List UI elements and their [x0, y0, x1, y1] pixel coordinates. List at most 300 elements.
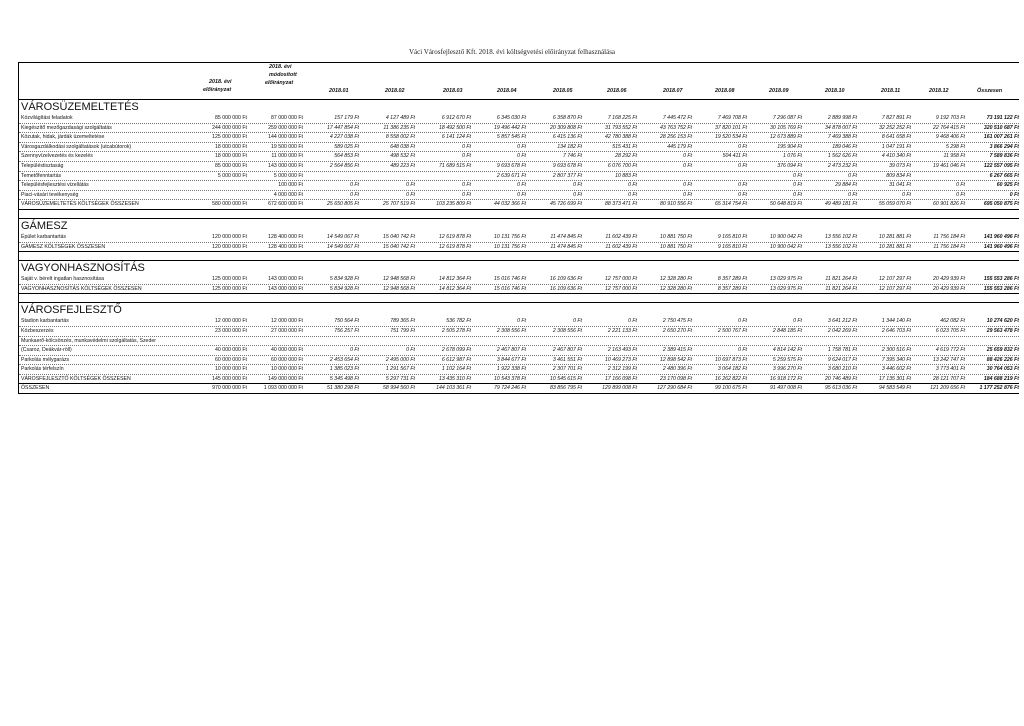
month-cell: 50 648 819 Ft [769, 201, 802, 208]
month-cell: 7 168 225 Ft [607, 115, 637, 121]
month-cell: 14 812 364 Ft [438, 285, 471, 292]
month-cell: 4 127 489 Ft [385, 115, 415, 121]
col-header-month: 2018.09 [769, 88, 789, 94]
row-label: Parkolás mélygarázs [21, 356, 70, 363]
month-cell: 11 756 184 Ft [933, 243, 965, 250]
month-cell: 20 429 939 Ft [932, 276, 965, 283]
month-cell: 20 429 939 Ft [932, 285, 965, 292]
total-cell: 3 866 294 Ft [989, 143, 1019, 150]
month-cell: 31 041 Ft [889, 182, 911, 189]
row-label: VAGYONHASZNOSÍTÁS KÖLTSÉGEK ÖSSZESEN [21, 285, 142, 292]
month-cell: 1 076 Ft [782, 153, 802, 160]
month-cell: 0 Ft [350, 191, 359, 198]
month-cell: 94 583 549 Ft [878, 385, 911, 392]
month-cell: 0 Ft [350, 347, 359, 354]
modified-budget-cell: 259 000 000 Ft [268, 124, 303, 131]
month-cell: 0 Ft [683, 153, 692, 160]
month-cell: 1 344 140 Ft [881, 318, 911, 325]
month-cell: 0 Ft [793, 318, 802, 325]
col-header-base: 2018. évi [209, 79, 232, 85]
month-cell: 2 042 269 Ft [827, 327, 857, 334]
month-cell: 88 373 471 Ft [604, 201, 637, 208]
month-cell: 28 292 Ft [615, 153, 637, 160]
month-cell: 13 242 747 Ft [932, 356, 965, 363]
month-cell: 42 780 388 Ft [604, 134, 637, 141]
month-cell: 11 386 235 Ft [383, 124, 415, 131]
month-cell: 2 889 998 Ft [827, 115, 857, 121]
row-label: Közbeszerzés [21, 327, 54, 334]
total-cell: 29 563 478 Ft [986, 327, 1019, 334]
table-row [19, 124, 1019, 134]
row-label: Piaci-vásári tevékenység [21, 191, 79, 198]
total-row [19, 200, 1019, 210]
base-budget-cell: 18 000 000 Ft [214, 153, 247, 160]
month-cell: 0 Ft [573, 191, 582, 198]
row-label: Temetőfenntartás [21, 172, 62, 179]
month-cell: 2 750 475 Ft [662, 318, 692, 325]
month-cell: 23 170 098 Ft [659, 375, 692, 382]
month-cell: 376 094 Ft [777, 162, 802, 169]
month-cell: 10 131 756 Ft [493, 243, 526, 250]
month-cell: 1 758 781 Ft [827, 347, 857, 354]
month-cell: 55 059 070 Ft [878, 201, 911, 208]
row-label: Épület karbantartás [21, 233, 66, 240]
month-cell: 809 834 Ft [886, 172, 911, 179]
modified-budget-cell: 27 000 000 Ft [270, 327, 303, 334]
col-header-month: 2018.06 [607, 88, 627, 94]
month-cell: 129 899 008 Ft [602, 385, 637, 392]
month-cell: 28 121 707 Ft [932, 375, 965, 382]
base-budget-cell: 970 000 000 Ft [212, 385, 247, 392]
month-cell: 9 192 703 Ft [935, 115, 965, 121]
month-cell: 65 314 754 Ft [714, 201, 747, 208]
total-cell: 7 589 836 Ft [989, 153, 1019, 160]
month-cell: 16 109 636 Ft [549, 285, 582, 292]
total-cell: 1 177 252 876 Ft [979, 385, 1019, 392]
month-cell: 3 844 677 Ft [496, 356, 526, 363]
month-cell: 15 040 742 Ft [382, 243, 415, 250]
month-cell: 0 Ft [462, 153, 471, 160]
month-cell: 7 469 388 Ft [827, 134, 857, 141]
total-cell: 141 960 496 Ft [983, 233, 1019, 240]
month-cell: 22 764 415 Ft [932, 124, 965, 131]
base-budget-cell: 60 000 000 Ft [214, 356, 247, 363]
month-cell: 589 025 Ft [334, 143, 359, 150]
month-cell: 0 Ft [902, 191, 911, 198]
month-cell: 2 389 415 Ft [662, 347, 692, 354]
month-cell: 11 602 439 Ft [605, 243, 637, 250]
row-label: Saját v. bérelt ingatlan hasznosítása [21, 276, 104, 283]
month-cell: 37 820 101 Ft [714, 124, 747, 131]
modified-budget-cell: 100 000 Ft [278, 182, 303, 189]
col-header-month: 2018.07 [663, 88, 683, 94]
base-budget-cell: 18 000 000 Ft [214, 143, 247, 150]
month-cell: 19 461 046 Ft [932, 162, 965, 169]
month-cell: 10 881 750 Ft [659, 233, 692, 240]
modified-budget-cell: 12 000 000 Ft [270, 318, 303, 325]
month-cell: 13 556 102 Ft [824, 233, 857, 240]
modified-budget-cell: 87 000 000 Ft [270, 115, 303, 121]
month-cell: 12 619 878 Ft [438, 233, 471, 240]
base-budget-cell: 5 000 000 Ft [217, 172, 247, 179]
month-cell: 28 256 153 Ft [659, 134, 692, 141]
month-cell: 0 Ft [956, 191, 965, 198]
row-label: Szennyvízelvezetés és kezelés [21, 153, 93, 160]
month-cell: 504 411 Ft [722, 153, 747, 160]
table-row [19, 181, 1019, 191]
month-cell: 0 Ft [683, 162, 692, 169]
section [19, 100, 1019, 218]
month-cell: 5 857 545 Ft [496, 134, 526, 141]
month-cell: 1 385 023 Ft [329, 366, 359, 373]
month-cell: 19 520 534 Ft [714, 134, 747, 141]
month-cell: 756 257 Ft [334, 327, 359, 334]
month-cell: 25 650 805 Ft [326, 201, 359, 208]
month-cell: 2 564 856 Ft [329, 162, 359, 169]
table-row [19, 346, 1019, 356]
total-cell: 155 553 286 Ft [983, 285, 1019, 292]
month-cell: 13 556 102 Ft [824, 243, 857, 250]
row-label: VÁROSÜZEMELTETÉS KÖLTSÉGEK ÖSSZESEN [21, 201, 139, 208]
month-cell: 79 724 246 Ft [493, 385, 526, 392]
month-cell: 13 029 975 Ft [769, 285, 802, 292]
month-cell: 0 Ft [793, 191, 802, 198]
month-cell: 7 445 472 Ft [662, 115, 692, 121]
month-cell: 0 Ft [793, 182, 802, 189]
month-cell: 5 298 Ft [945, 143, 965, 150]
month-cell: 121 209 656 Ft [930, 385, 965, 392]
month-cell: 3 641 212 Ft [827, 318, 857, 325]
row-label: Munkaerő-kölcsönzés, munkavédelmi szolgáltatás, Szeder [21, 337, 156, 344]
month-cell: 11 602 439 Ft [605, 233, 637, 240]
month-cell: 15 016 746 Ft [493, 276, 526, 283]
month-cell: 2 646 703 Ft [881, 327, 911, 334]
month-cell: 10 545 615 Ft [549, 375, 582, 382]
table-row [19, 133, 1019, 143]
table-row [19, 114, 1019, 124]
section [19, 260, 1019, 302]
month-cell: 34 878 007 Ft [824, 124, 857, 131]
month-cell: 15 016 746 Ft [493, 285, 526, 292]
month-cell: 134 182 Ft [557, 143, 582, 150]
month-cell: 0 Ft [738, 191, 747, 198]
month-cell: 12 107 297 Ft [878, 285, 911, 292]
col-header-base-sub: előirányzat [203, 87, 232, 93]
month-cell: 4 814 142 Ft [772, 347, 802, 354]
base-budget-cell: 23 000 000 Ft [214, 327, 247, 334]
month-cell: 60 901 826 Ft [932, 201, 965, 208]
total-cell: 141 960 496 Ft [983, 243, 1019, 250]
modified-budget-cell: 144 000 000 Ft [268, 134, 303, 141]
month-cell: 564 853 Ft [334, 153, 359, 160]
month-cell: 17 166 098 Ft [604, 375, 637, 382]
month-cell: 12 328 280 Ft [659, 285, 692, 292]
month-cell: 2 848 185 Ft [772, 327, 802, 334]
month-cell: 127 290 684 Ft [657, 385, 692, 392]
base-budget-cell: 125 000 000 Ft [212, 134, 247, 141]
col-header-month: 2018.02 [385, 88, 405, 94]
row-label: Stadion karbantartás [21, 318, 69, 325]
month-cell: 0 Ft [738, 143, 747, 150]
month-cell: 0 Ft [683, 182, 692, 189]
modified-budget-cell: 19 500 000 Ft [270, 143, 303, 150]
month-cell: 5 345 498 Ft [329, 375, 359, 382]
section-gap [19, 210, 1019, 218]
modified-budget-cell: 40 000 000 Ft [270, 347, 303, 354]
total-cell: 184 688 219 Ft [983, 375, 1019, 382]
month-cell: 32 252 252 Ft [878, 124, 911, 131]
month-cell: 83 856 795 Ft [549, 385, 582, 392]
month-cell: 3 773 401 Ft [935, 366, 965, 373]
month-cell: 2 308 556 Ft [552, 327, 582, 334]
month-cell: 12 673 889 Ft [769, 134, 802, 141]
month-cell: 10 281 881 Ft [878, 233, 911, 240]
month-cell: 789 365 Ft [390, 318, 415, 325]
month-cell: 4 410 340 Ft [881, 153, 911, 160]
modified-budget-cell: 128 400 000 Ft [268, 243, 303, 250]
month-cell: 2 678 099 Ft [441, 347, 471, 354]
row-label: GÁMESZ KÖLTSÉGEK ÖSSZESEN [21, 243, 106, 250]
month-cell: 489 223 Ft [390, 162, 415, 169]
month-cell: 1 291 567 Ft [385, 366, 415, 373]
month-cell: 0 Ft [406, 182, 415, 189]
section-gap [19, 294, 1019, 302]
total-cell: 25 659 832 Ft [986, 347, 1019, 354]
table-row [19, 162, 1019, 172]
month-cell: 5 297 731 Ft [385, 375, 415, 382]
month-cell: 19 496 442 Ft [493, 124, 526, 131]
month-cell: 12 757 000 Ft [604, 276, 637, 283]
month-cell: 10 900 042 Ft [769, 233, 802, 240]
month-cell: 0 Ft [793, 172, 802, 179]
month-cell: 6 076 700 Ft [607, 162, 637, 169]
month-cell: 189 046 Ft [832, 143, 857, 150]
month-cell: 4 619 772 Ft [935, 347, 965, 354]
month-cell: 58 994 560 Ft [382, 385, 415, 392]
total-cell: 320 510 687 Ft [983, 124, 1019, 131]
col-header-total: Összesen [977, 88, 1003, 94]
month-cell: 12 898 542 Ft [659, 356, 692, 363]
month-cell: 6 612 987 Ft [441, 356, 471, 363]
month-cell: 6 141 124 Ft [441, 134, 471, 141]
row-label: VÁROSFEJLESZTŐ KÖLTSÉGEK ÖSSZESEN [21, 375, 131, 382]
month-cell: 45 726 699 Ft [549, 201, 582, 208]
col-header-month: 2018.03 [443, 88, 463, 94]
modified-budget-cell: 149 000 000 Ft [268, 375, 303, 382]
total-row [19, 285, 1019, 295]
table-row [19, 191, 1019, 201]
month-cell: 157 179 Ft [334, 115, 359, 121]
col-header-month: 2018.11 [881, 88, 901, 94]
month-cell: 2 312 199 Ft [607, 366, 637, 373]
month-cell: 43 763 752 Ft [659, 124, 692, 131]
table-row [19, 327, 1019, 337]
month-cell: 18 492 500 Ft [438, 124, 471, 131]
row-label: Parkolás térfelszín [21, 366, 64, 373]
section-title: GÁMESZ [21, 219, 68, 232]
row-label: ÖSSZESEN [21, 385, 50, 392]
month-cell: 99 100 675 Ft [714, 385, 747, 392]
month-cell: 0 Ft [573, 318, 582, 325]
total-cell: 161 007 261 Ft [983, 134, 1019, 141]
month-cell: 14 812 364 Ft [438, 276, 471, 283]
month-cell: 95 613 036 Ft [824, 385, 857, 392]
month-cell: 14 549 067 Ft [326, 233, 359, 240]
table-row [19, 317, 1019, 327]
modified-budget-cell: 10 000 000 Ft [270, 366, 303, 373]
month-cell: 1 102 164 Ft [441, 366, 471, 373]
modified-budget-cell: 143 000 000 Ft [268, 162, 303, 169]
month-cell: 0 Ft [683, 191, 692, 198]
total-cell: 6 267 665 Ft [989, 172, 1019, 179]
month-cell: 16 262 822 Ft [714, 375, 747, 382]
month-cell: 0 Ft [462, 191, 471, 198]
month-cell: 8 641 658 Ft [881, 134, 911, 141]
month-cell: 0 Ft [517, 191, 526, 198]
total-cell: 10 274 620 Ft [986, 318, 1019, 325]
month-cell: 20 746 489 Ft [824, 375, 857, 382]
month-cell: 2 473 232 Ft [827, 162, 857, 169]
col-header-month: 2018.04 [497, 88, 517, 94]
total-cell: 30 764 053 Ft [986, 366, 1019, 373]
month-cell: 0 Ft [738, 182, 747, 189]
month-cell: 8 357 289 Ft [717, 285, 747, 292]
base-budget-cell: 120 000 000 Ft [212, 233, 247, 240]
month-cell: 17 447 854 Ft [326, 124, 359, 131]
col-header-mod-2: módosított [269, 72, 297, 78]
base-budget-cell: 40 000 000 Ft [214, 347, 247, 354]
base-budget-cell: 12 000 000 Ft [214, 318, 247, 325]
month-cell: 7 827 891 Ft [881, 115, 911, 121]
month-cell: 2 453 654 Ft [329, 356, 359, 363]
month-cell: 8 558 002 Ft [385, 134, 415, 141]
month-cell: 6 358 870 Ft [552, 115, 582, 121]
col-header-month: 2018.08 [715, 88, 735, 94]
month-cell: 10 543 378 Ft [493, 375, 526, 382]
table-row [19, 233, 1019, 243]
month-cell: 751 799 Ft [390, 327, 415, 334]
month-cell: 6 415 136 Ft [552, 134, 582, 141]
total-cell: 88 426 226 Ft [986, 356, 1019, 363]
budget-table [18, 62, 1019, 394]
month-cell: 51 380 298 Ft [326, 385, 359, 392]
month-cell: 2 650 270 Ft [662, 327, 692, 334]
month-cell: 7 395 340 Ft [881, 356, 911, 363]
sections-container [19, 100, 1019, 394]
table-row [19, 152, 1019, 162]
month-cell: 9 165 810 Ft [717, 233, 747, 240]
month-cell: 0 Ft [628, 182, 637, 189]
month-cell: 0 Ft [738, 162, 747, 169]
month-cell: 12 107 297 Ft [878, 276, 911, 283]
month-cell: 0 Ft [517, 143, 526, 150]
modified-budget-cell: 1 093 000 000 Ft [263, 385, 303, 392]
month-cell: 3 461 551 Ft [552, 356, 582, 363]
month-cell: 0 Ft [406, 191, 415, 198]
base-budget-cell: 244 000 000 Ft [212, 124, 247, 131]
modified-budget-cell: 672 600 000 Ft [268, 201, 303, 208]
base-budget-cell: 580 000 000 Ft [212, 201, 247, 208]
month-cell: 1 562 626 Ft [827, 153, 857, 160]
month-cell: 7 746 Ft [562, 153, 582, 160]
table-row [19, 143, 1019, 153]
month-cell: 195 904 Ft [777, 143, 802, 150]
month-cell: 12 757 000 Ft [604, 285, 637, 292]
total-cell: 0 Ft [1009, 191, 1019, 198]
month-cell: 2 639 671 Ft [496, 172, 526, 179]
month-cell: 2 163 493 Ft [607, 347, 637, 354]
month-cell: 20 309 808 Ft [549, 124, 582, 131]
month-cell: 12 328 280 Ft [659, 276, 692, 283]
month-cell: 6 345 030 Ft [496, 115, 526, 121]
month-cell: 30 105 769 Ft [769, 124, 802, 131]
col-header-mod-3: előirányzat [265, 80, 294, 86]
month-cell: 10 883 Ft [615, 172, 637, 179]
page-title: Váci Városfejlesztő Kft. 2018. évi költségvetési előirányzat felhasználása [408, 48, 616, 56]
month-cell: 16 109 636 Ft [549, 276, 582, 283]
month-cell: 1 047 191 Ft [881, 143, 911, 150]
month-cell: 3 996 270 Ft [772, 366, 802, 373]
total-cell: 695 050 875 Ft [983, 201, 1019, 208]
month-cell: 2 467 807 Ft [552, 347, 582, 354]
base-budget-cell: 85 000 000 Ft [214, 162, 247, 169]
month-cell: 0 Ft [517, 182, 526, 189]
section-title: VÁROSÜZEMELTETÉS [21, 101, 139, 113]
section-gap [19, 252, 1019, 260]
total-cell: 122 557 095 Ft [983, 162, 1019, 169]
month-cell: 3 680 210 Ft [827, 366, 857, 373]
row-label: Közutak, hidak, járdák üzemeltetése [21, 134, 105, 141]
month-cell: 10 469 273 Ft [604, 356, 637, 363]
col-header-mod-1: 2018. évi [269, 64, 292, 70]
table-row [19, 356, 1019, 366]
col-header-month: 2018.12 [929, 88, 949, 94]
month-cell: 750 564 Ft [334, 318, 359, 325]
month-cell: 0 Ft [628, 191, 637, 198]
base-budget-cell: 10 000 000 Ft [214, 366, 247, 373]
total-cell: 60 925 Ft [996, 182, 1019, 189]
table-row [19, 337, 1019, 347]
total-cell: 155 553 286 Ft [983, 276, 1019, 283]
total-row [19, 243, 1019, 253]
month-cell: 10 900 042 Ft [769, 243, 802, 250]
month-cell: 6 023 705 Ft [935, 327, 965, 334]
row-label: (Csaroz, Deákvár-röll) [21, 347, 72, 354]
month-cell: 0 Ft [738, 318, 747, 325]
month-cell: 11 474 845 Ft [550, 243, 582, 250]
month-cell: 0 Ft [628, 318, 637, 325]
table-row [19, 172, 1019, 182]
month-cell: 17 135 301 Ft [878, 375, 911, 382]
month-cell: 0 Ft [462, 143, 471, 150]
modified-budget-cell: 60 000 000 Ft [270, 356, 303, 363]
month-cell: 2 505 278 Ft [441, 327, 471, 334]
month-cell: 7 296 087 Ft [772, 115, 802, 121]
modified-budget-cell: 11 000 000 Ft [271, 153, 303, 160]
row-label: Közvilágítási feladatok [21, 115, 73, 121]
month-cell: 144 103 361 Ft [436, 385, 471, 392]
row-label: Településfejlesztési vízellátás [21, 182, 89, 189]
month-cell: 2 467 807 Ft [496, 347, 526, 354]
month-cell: 80 910 556 Ft [659, 201, 692, 208]
month-cell: 648 038 Ft [390, 143, 415, 150]
month-cell: 462 082 Ft [940, 318, 965, 325]
modified-budget-cell: 143 000 000 Ft [268, 285, 303, 292]
month-cell: 11 958 Ft [943, 153, 965, 160]
month-cell: 2 300 516 Ft [881, 347, 911, 354]
month-cell: 1 922 338 Ft [496, 366, 526, 373]
month-cell: 9 624 017 Ft [827, 356, 857, 363]
